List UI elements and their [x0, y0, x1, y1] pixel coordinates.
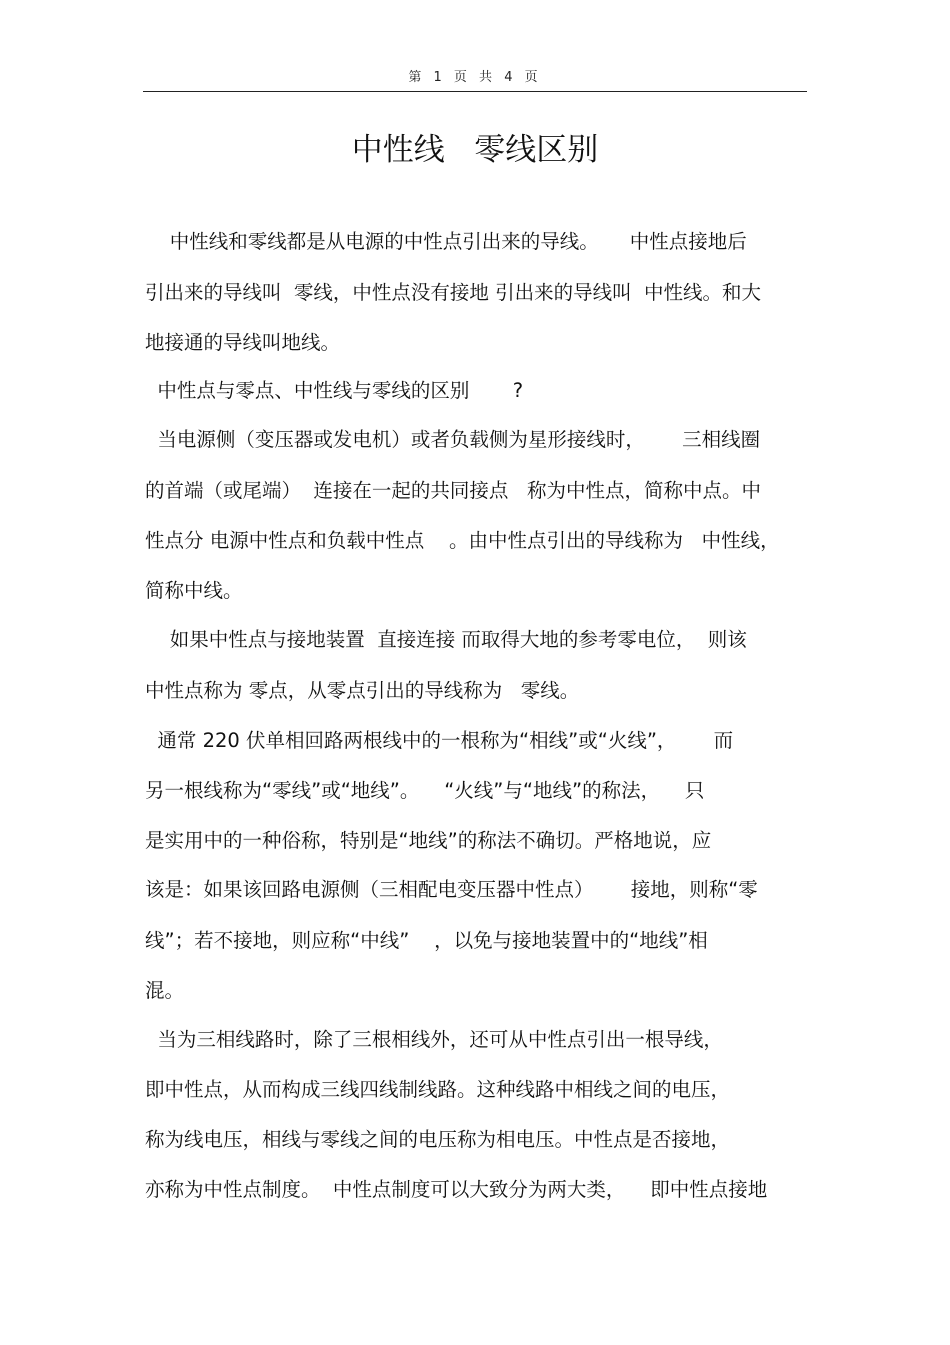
text-line: 中性点与零点、中性线与零线的区别 ?	[145, 379, 524, 402]
text-line: 线”；若不接地，则应称“中线” ，以免与接地装置中的“地线”相	[145, 929, 708, 952]
text-line: 通常 220 伏单相回路两根线中的一根称为“相线”或“火线”， 而	[145, 729, 734, 752]
text-line: 另一根线称为“零线”或“地线”。 “火线”与“地线”的称法， 只	[145, 779, 705, 802]
text-line: 地接通的导线叫地线。	[145, 331, 341, 354]
text-line: 中性点称为 零点，从零点引出的导线称为 零线。	[145, 679, 580, 702]
text-line: 即中性点，从而构成三线四线制线路。这种线路中相线之间的电压，	[145, 1078, 731, 1101]
text-line: 当为三相线路时，除了三根相线外，还可从中性点引出一根导线，	[145, 1028, 723, 1051]
text-line: 亦称为中性点制度。 中性点制度可以大致分为两大类， 即中性点接地	[145, 1178, 768, 1201]
text-line: 该是：如果该回路电源侧（三相配电变压器中性点） 接地，则称“零	[145, 878, 758, 901]
text-line: 称为线电压，相线与零线之间的电压称为相电压。中性点是否接地，	[145, 1128, 731, 1151]
page-number-header: 第 1 页 共 4 页	[408, 70, 542, 85]
text-line: 中性线和零线都是从电源的中性点引出来的导线。 中性点接地后	[145, 230, 747, 253]
text-line: 简称中线。	[145, 579, 243, 602]
header-divider	[143, 91, 807, 92]
text-line: 是实用中的一种俗称，特别是“地线”的称法不确切。严格地说，应	[145, 829, 712, 852]
document-title: 中性线 零线区别	[351, 132, 599, 168]
text-line: 引出来的导线叫 零线，中性点没有接地 引出来的导线叫 中性线。和大	[145, 281, 761, 304]
text-line: 性点分 电源中性点和负载中性点 。由中性点引出的导线称为 中性线，	[145, 529, 780, 552]
text-line: 混。	[145, 979, 185, 1002]
text-line: 的首端（或尾端） 连接在一起的共同接点 称为中性点，简称中点。中	[145, 479, 761, 502]
text-line: 如果中性点与接地装置 直接连接 而取得大地的参考零电位， 则该	[145, 628, 747, 651]
text-line: 当电源侧（变压器或发电机）或者负载侧为星形接线时， 三相线圈	[145, 428, 761, 451]
